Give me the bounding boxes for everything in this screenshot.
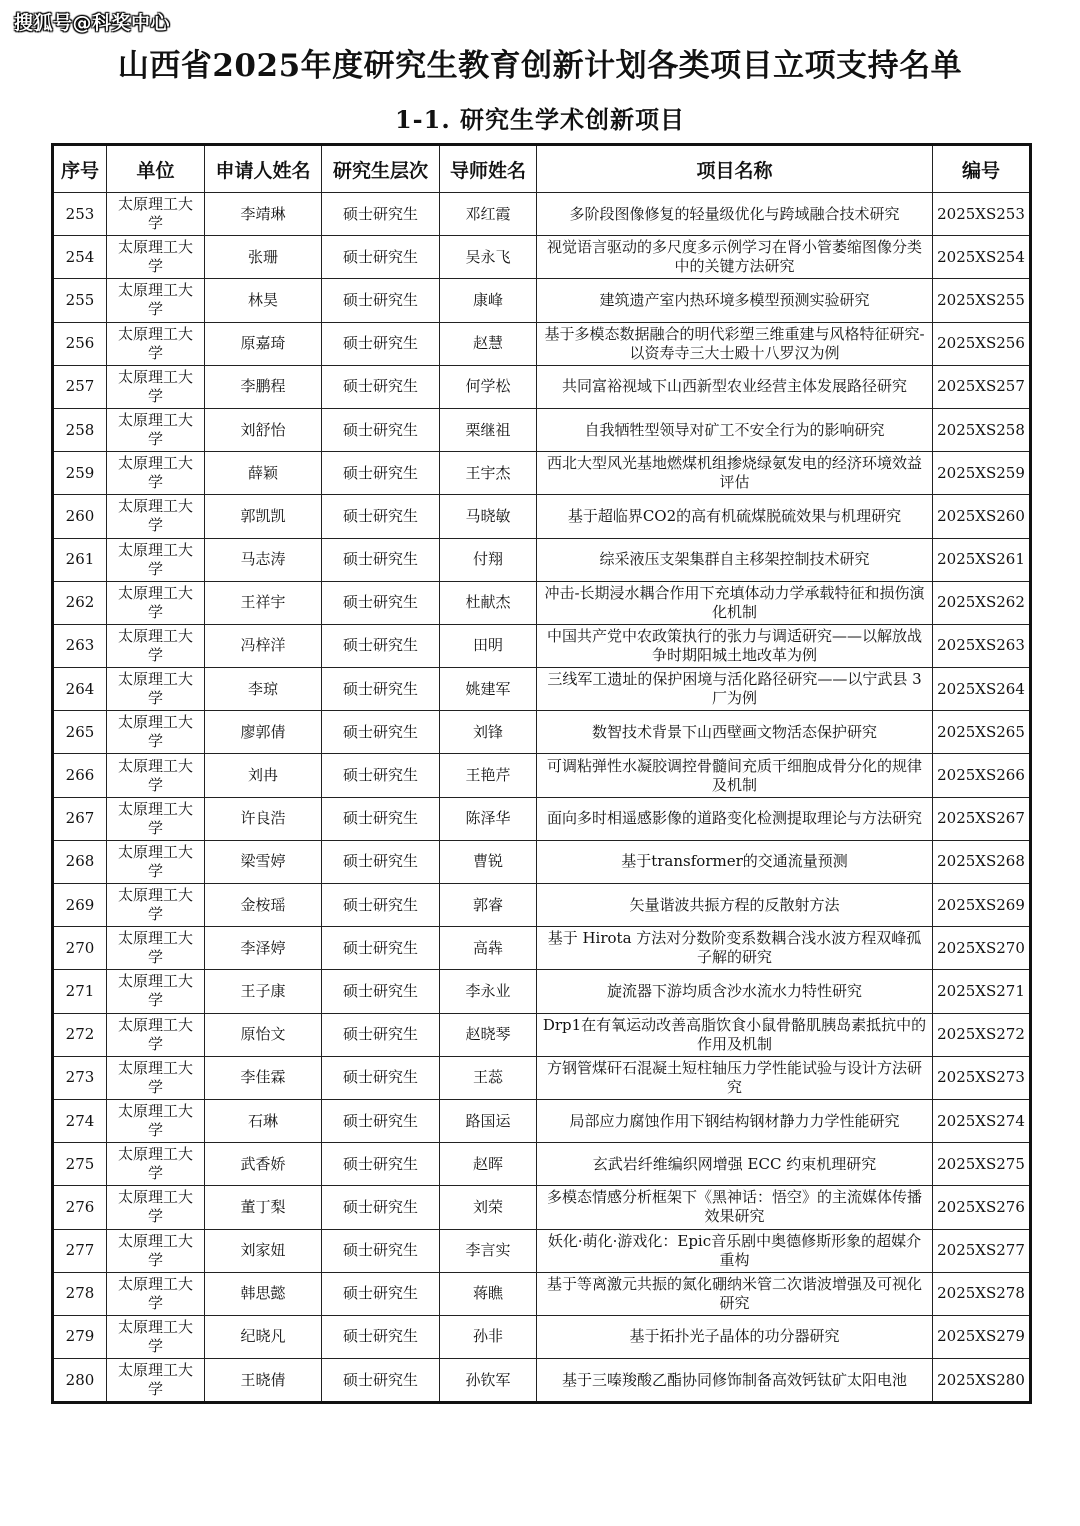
cell-advisor: 何学松: [440, 365, 537, 408]
cell-advisor: 邓红霞: [440, 193, 537, 236]
cell-unit: 太原理工大学: [107, 322, 205, 365]
cell-project: 基于多模态数据融合的明代彩塑三维重建与风格特征研究-以资寿寺三大士殿十八罗汉为例: [537, 322, 933, 365]
cell-project: Drp1在有氧运动改善高脂饮食小鼠骨骼肌胰岛素抵抗中的作用及机制: [537, 1013, 933, 1056]
table-row: [53, 754, 1031, 797]
cell-advisor: 李言实: [440, 1229, 537, 1272]
cell-project: 玄武岩纤维编织网增强 ECC 约束机理研究: [537, 1143, 933, 1186]
cell-unit: 太原理工大学: [107, 1056, 205, 1099]
cell-unit: 太原理工大学: [107, 1229, 205, 1272]
cell-project: 基于拓扑光子晶体的功分器研究: [537, 1315, 933, 1358]
cell-name: 许良浩: [205, 797, 322, 840]
cell-level: 硕士研究生: [322, 1013, 440, 1056]
cell-code: 2025XS260: [933, 495, 1031, 538]
cell-name: 原怡文: [205, 1013, 322, 1056]
cell-unit: 太原理工大学: [107, 884, 205, 927]
cell-level: 硕士研究生: [322, 1143, 440, 1186]
cell-advisor: 王蕊: [440, 1056, 537, 1099]
page-subtitle: 1-1. 研究生学术创新项目: [394, 105, 686, 134]
cell-project: 矢量谐波共振方程的反散射方法: [537, 884, 933, 927]
cell-level: 硕士研究生: [322, 927, 440, 970]
cell-project: 基于等离激元共振的氮化硼纳米管二次谐波增强及可视化研究: [537, 1272, 933, 1315]
table-row: [53, 884, 1031, 927]
cell-name: 王子康: [205, 970, 322, 1013]
cell-code: 2025XS256: [933, 322, 1031, 365]
cell-project: 数智技术背景下山西壁画文物活态保护研究: [537, 711, 933, 754]
cell-unit: 太原理工大学: [107, 1359, 205, 1403]
cell-no: 280: [53, 1359, 107, 1403]
cell-no: 268: [53, 840, 107, 883]
cell-no: 273: [53, 1056, 107, 1099]
cell-project: 三线军工遗址的保护困境与活化路径研究——以宁武县 3 厂为例: [537, 668, 933, 711]
cell-advisor: 曹锐: [440, 840, 537, 883]
cell-name: 金桉瑶: [205, 884, 322, 927]
cell-level: 硕士研究生: [322, 797, 440, 840]
table-row: [53, 408, 1031, 451]
cell-code: 2025XS276: [933, 1186, 1031, 1229]
cell-code: 2025XS259: [933, 452, 1031, 495]
cell-advisor: 蒋瞧: [440, 1272, 537, 1315]
cell-no: 254: [53, 236, 107, 279]
cell-advisor: 路国运: [440, 1099, 537, 1142]
cell-name: 李鹏程: [205, 365, 322, 408]
cell-project: 多模态情感分析框架下《黑神话：悟空》的主流媒体传播效果研究: [537, 1186, 933, 1229]
cell-code: 2025XS274: [933, 1099, 1031, 1142]
cell-advisor: 刘锋: [440, 711, 537, 754]
header-unit: 单位: [107, 145, 205, 193]
cell-advisor: 孙非: [440, 1315, 537, 1358]
cell-code: 2025XS272: [933, 1013, 1031, 1056]
header-project: 项目名称: [537, 145, 933, 193]
table-row: [53, 797, 1031, 840]
cell-no: 267: [53, 797, 107, 840]
table-row: [53, 624, 1031, 667]
cell-no: 263: [53, 624, 107, 667]
cell-project: 基于三嗪羧酸乙酯协同修饰制备高效钙钛矿太阳电池: [537, 1359, 933, 1403]
table-row: [53, 236, 1031, 279]
cell-advisor: 康峰: [440, 279, 537, 322]
cell-project: 基于超临界CO2的高有机硫煤脱硫效果与机理研究: [537, 495, 933, 538]
cell-name: 张珊: [205, 236, 322, 279]
table-row: [53, 1272, 1031, 1315]
cell-level: 硕士研究生: [322, 1315, 440, 1358]
cell-name: 李琼: [205, 668, 322, 711]
cell-name: 刘家妞: [205, 1229, 322, 1272]
cell-name: 冯梓洋: [205, 624, 322, 667]
cell-level: 硕士研究生: [322, 840, 440, 883]
cell-advisor: 田明: [440, 624, 537, 667]
cell-no: 274: [53, 1099, 107, 1142]
cell-unit: 太原理工大学: [107, 365, 205, 408]
cell-name: 王祥宇: [205, 581, 322, 624]
cell-project: 多阶段图像修复的轻量级优化与跨域融合技术研究: [537, 193, 933, 236]
cell-unit: 太原理工大学: [107, 193, 205, 236]
table-row: [53, 970, 1031, 1013]
cell-unit: 太原理工大学: [107, 495, 205, 538]
cell-unit: 太原理工大学: [107, 754, 205, 797]
cell-code: 2025XS254: [933, 236, 1031, 279]
cell-advisor: 陈泽华: [440, 797, 537, 840]
table-row: [53, 538, 1031, 581]
cell-name: 王晓倩: [205, 1359, 322, 1403]
cell-level: 硕士研究生: [322, 1099, 440, 1142]
cell-code: 2025XS266: [933, 754, 1031, 797]
cell-code: 2025XS267: [933, 797, 1031, 840]
cell-unit: 太原理工大学: [107, 538, 205, 581]
cell-code: 2025XS255: [933, 279, 1031, 322]
cell-project: 自我牺牲型领导对矿工不安全行为的影响研究: [537, 408, 933, 451]
cell-unit: 太原理工大学: [107, 797, 205, 840]
cell-unit: 太原理工大学: [107, 1143, 205, 1186]
cell-level: 硕士研究生: [322, 581, 440, 624]
cell-level: 硕士研究生: [322, 1359, 440, 1403]
cell-level: 硕士研究生: [322, 538, 440, 581]
cell-no: 277: [53, 1229, 107, 1272]
cell-name: 原嘉琦: [205, 322, 322, 365]
cell-unit: 太原理工大学: [107, 970, 205, 1013]
cell-project: 可调粘弹性水凝胶调控骨髓间充质干细胞成骨分化的规律及机制: [537, 754, 933, 797]
page-title: 山西省2025年度研究生教育创新计划各类项目立项支持名单: [117, 48, 963, 84]
cell-no: 258: [53, 408, 107, 451]
cell-project: 面向多时相遥感影像的道路变化检测提取理论与方法研究: [537, 797, 933, 840]
table-row: [53, 668, 1031, 711]
table-row: [53, 322, 1031, 365]
cell-unit: 太原理工大学: [107, 927, 205, 970]
cell-unit: 太原理工大学: [107, 408, 205, 451]
cell-no: 266: [53, 754, 107, 797]
cell-code: 2025XS264: [933, 668, 1031, 711]
cell-no: 259: [53, 452, 107, 495]
cell-unit: 太原理工大学: [107, 1272, 205, 1315]
cell-code: 2025XS257: [933, 365, 1031, 408]
cell-code: 2025XS268: [933, 840, 1031, 883]
cell-level: 硕士研究生: [322, 322, 440, 365]
cell-no: 256: [53, 322, 107, 365]
cell-advisor: 姚建军: [440, 668, 537, 711]
cell-advisor: 马晓敏: [440, 495, 537, 538]
table-row: [53, 193, 1031, 236]
cell-code: 2025XS253: [933, 193, 1031, 236]
cell-project: 共同富裕视域下山西新型农业经营主体发展路径研究: [537, 365, 933, 408]
cell-level: 硕士研究生: [322, 236, 440, 279]
cell-level: 硕士研究生: [322, 193, 440, 236]
cell-code: 2025XS263: [933, 624, 1031, 667]
cell-name: 韩思懿: [205, 1272, 322, 1315]
header-advisor: 导师姓名: [440, 145, 537, 193]
cell-project: 妖化·萌化·游戏化：Epic音乐剧中奥德修斯形象的超媒介重构: [537, 1229, 933, 1272]
cell-no: 269: [53, 884, 107, 927]
cell-name: 石琳: [205, 1099, 322, 1142]
cell-unit: 太原理工大学: [107, 279, 205, 322]
cell-no: 261: [53, 538, 107, 581]
table-row: [53, 1056, 1031, 1099]
cell-name: 廖郭倩: [205, 711, 322, 754]
table-row: [53, 1229, 1031, 1272]
cell-code: 2025XS277: [933, 1229, 1031, 1272]
cell-project: 局部应力腐蚀作用下钢结构钢材静力力学性能研究: [537, 1099, 933, 1142]
table-row: [53, 840, 1031, 883]
cell-project: 冲击-长期浸水耦合作用下充填体动力学承载特征和损伤演化机制: [537, 581, 933, 624]
cell-project: 基于transformer的交通流量预测: [537, 840, 933, 883]
header-name: 申请人姓名: [205, 145, 322, 193]
cell-no: 271: [53, 970, 107, 1013]
cell-code: 2025XS270: [933, 927, 1031, 970]
cell-code: 2025XS278: [933, 1272, 1031, 1315]
cell-code: 2025XS261: [933, 538, 1031, 581]
cell-code: 2025XS279: [933, 1315, 1031, 1358]
cell-unit: 太原理工大学: [107, 1099, 205, 1142]
cell-name: 刘冉: [205, 754, 322, 797]
cell-advisor: 杜献杰: [440, 581, 537, 624]
cell-code: 2025XS271: [933, 970, 1031, 1013]
cell-project: 方钢管煤矸石混凝土短柱轴压力学性能试验与设计方法研究: [537, 1056, 933, 1099]
table-row: [53, 495, 1031, 538]
project-table: [51, 143, 1032, 1404]
cell-level: 硕士研究生: [322, 495, 440, 538]
cell-code: 2025XS280: [933, 1359, 1031, 1403]
cell-level: 硕士研究生: [322, 668, 440, 711]
cell-code: 2025XS258: [933, 408, 1031, 451]
cell-no: 255: [53, 279, 107, 322]
cell-unit: 太原理工大学: [107, 581, 205, 624]
cell-unit: 太原理工大学: [107, 452, 205, 495]
cell-code: 2025XS275: [933, 1143, 1031, 1186]
cell-level: 硕士研究生: [322, 624, 440, 667]
cell-project: 西北大型风光基地燃煤机组掺烧绿氨发电的经济环境效益评估: [537, 452, 933, 495]
cell-no: 279: [53, 1315, 107, 1358]
table-row: [53, 279, 1031, 322]
cell-advisor: 王宇杰: [440, 452, 537, 495]
table-body: [53, 193, 1031, 1403]
cell-unit: 太原理工大学: [107, 840, 205, 883]
cell-project: 基于 Hirota 方法对分数阶变系数耦合浅水波方程双峰孤子解的研究: [537, 927, 933, 970]
cell-advisor: 赵慧: [440, 322, 537, 365]
cell-level: 硕士研究生: [322, 452, 440, 495]
table-row: [53, 711, 1031, 754]
cell-name: 薛颖: [205, 452, 322, 495]
cell-advisor: 刘荣: [440, 1186, 537, 1229]
watermark: 搜狐号@科奖中心: [14, 12, 171, 34]
cell-no: 270: [53, 927, 107, 970]
cell-level: 硕士研究生: [322, 365, 440, 408]
header-code: 编号: [933, 145, 1031, 193]
table-row: [53, 1013, 1031, 1056]
cell-advisor: 李永业: [440, 970, 537, 1013]
cell-level: 硕士研究生: [322, 1229, 440, 1272]
table-row: [53, 1359, 1031, 1403]
cell-unit: 太原理工大学: [107, 1013, 205, 1056]
cell-name: 马志涛: [205, 538, 322, 581]
cell-level: 硕士研究生: [322, 970, 440, 1013]
table-row: [53, 1315, 1031, 1358]
cell-name: 纪晓凡: [205, 1315, 322, 1358]
cell-level: 硕士研究生: [322, 1186, 440, 1229]
table-row: [53, 1186, 1031, 1229]
cell-advisor: 孙钦军: [440, 1359, 537, 1403]
cell-no: 265: [53, 711, 107, 754]
cell-advisor: 高犇: [440, 927, 537, 970]
cell-advisor: 郭睿: [440, 884, 537, 927]
cell-name: 李靖琳: [205, 193, 322, 236]
header-level: 研究生层次: [322, 145, 440, 193]
cell-name: 郭凯凯: [205, 495, 322, 538]
cell-no: 260: [53, 495, 107, 538]
cell-advisor: 赵晓琴: [440, 1013, 537, 1056]
cell-unit: 太原理工大学: [107, 1186, 205, 1229]
cell-name: 董丁梨: [205, 1186, 322, 1229]
cell-name: 李佳霖: [205, 1056, 322, 1099]
cell-no: 275: [53, 1143, 107, 1186]
cell-unit: 太原理工大学: [107, 668, 205, 711]
cell-code: 2025XS269: [933, 884, 1031, 927]
cell-no: 257: [53, 365, 107, 408]
cell-level: 硕士研究生: [322, 754, 440, 797]
cell-no: 276: [53, 1186, 107, 1229]
table-row: [53, 927, 1031, 970]
cell-name: 林昊: [205, 279, 322, 322]
cell-project: 综采液压支架集群自主移架控制技术研究: [537, 538, 933, 581]
table-row: [53, 1143, 1031, 1186]
cell-advisor: 吴永飞: [440, 236, 537, 279]
cell-name: 李泽婷: [205, 927, 322, 970]
cell-no: 264: [53, 668, 107, 711]
table-row: [53, 581, 1031, 624]
cell-code: 2025XS273: [933, 1056, 1031, 1099]
cell-level: 硕士研究生: [322, 884, 440, 927]
cell-no: 262: [53, 581, 107, 624]
cell-level: 硕士研究生: [322, 279, 440, 322]
cell-level: 硕士研究生: [322, 1272, 440, 1315]
cell-project: 建筑遗产室内热环境多模型预测实验研究: [537, 279, 933, 322]
cell-unit: 太原理工大学: [107, 624, 205, 667]
cell-unit: 太原理工大学: [107, 711, 205, 754]
cell-advisor: 栗继祖: [440, 408, 537, 451]
cell-unit: 太原理工大学: [107, 1315, 205, 1358]
cell-no: 278: [53, 1272, 107, 1315]
cell-level: 硕士研究生: [322, 711, 440, 754]
cell-no: 253: [53, 193, 107, 236]
cell-advisor: 赵晖: [440, 1143, 537, 1186]
cell-code: 2025XS265: [933, 711, 1031, 754]
table-row: [53, 1099, 1031, 1142]
cell-advisor: 王艳芹: [440, 754, 537, 797]
cell-level: 硕士研究生: [322, 408, 440, 451]
cell-code: 2025XS262: [933, 581, 1031, 624]
cell-project: 旋流器下游均质含沙水流水力特性研究: [537, 970, 933, 1013]
header-no: 序号: [53, 145, 107, 193]
cell-project: 视觉语言驱动的多尺度多示例学习在肾小管萎缩图像分类中的关键方法研究: [537, 236, 933, 279]
cell-name: 武香娇: [205, 1143, 322, 1186]
cell-no: 272: [53, 1013, 107, 1056]
cell-name: 刘舒怡: [205, 408, 322, 451]
cell-unit: 太原理工大学: [107, 236, 205, 279]
cell-advisor: 付翔: [440, 538, 537, 581]
cell-level: 硕士研究生: [322, 1056, 440, 1099]
cell-project: 中国共产党中农政策执行的张力与调适研究——以解放战争时期阳城土地改革为例: [537, 624, 933, 667]
table-header-row: [53, 145, 1031, 193]
table-row: [53, 452, 1031, 495]
cell-name: 梁雪婷: [205, 840, 322, 883]
table-row: [53, 365, 1031, 408]
